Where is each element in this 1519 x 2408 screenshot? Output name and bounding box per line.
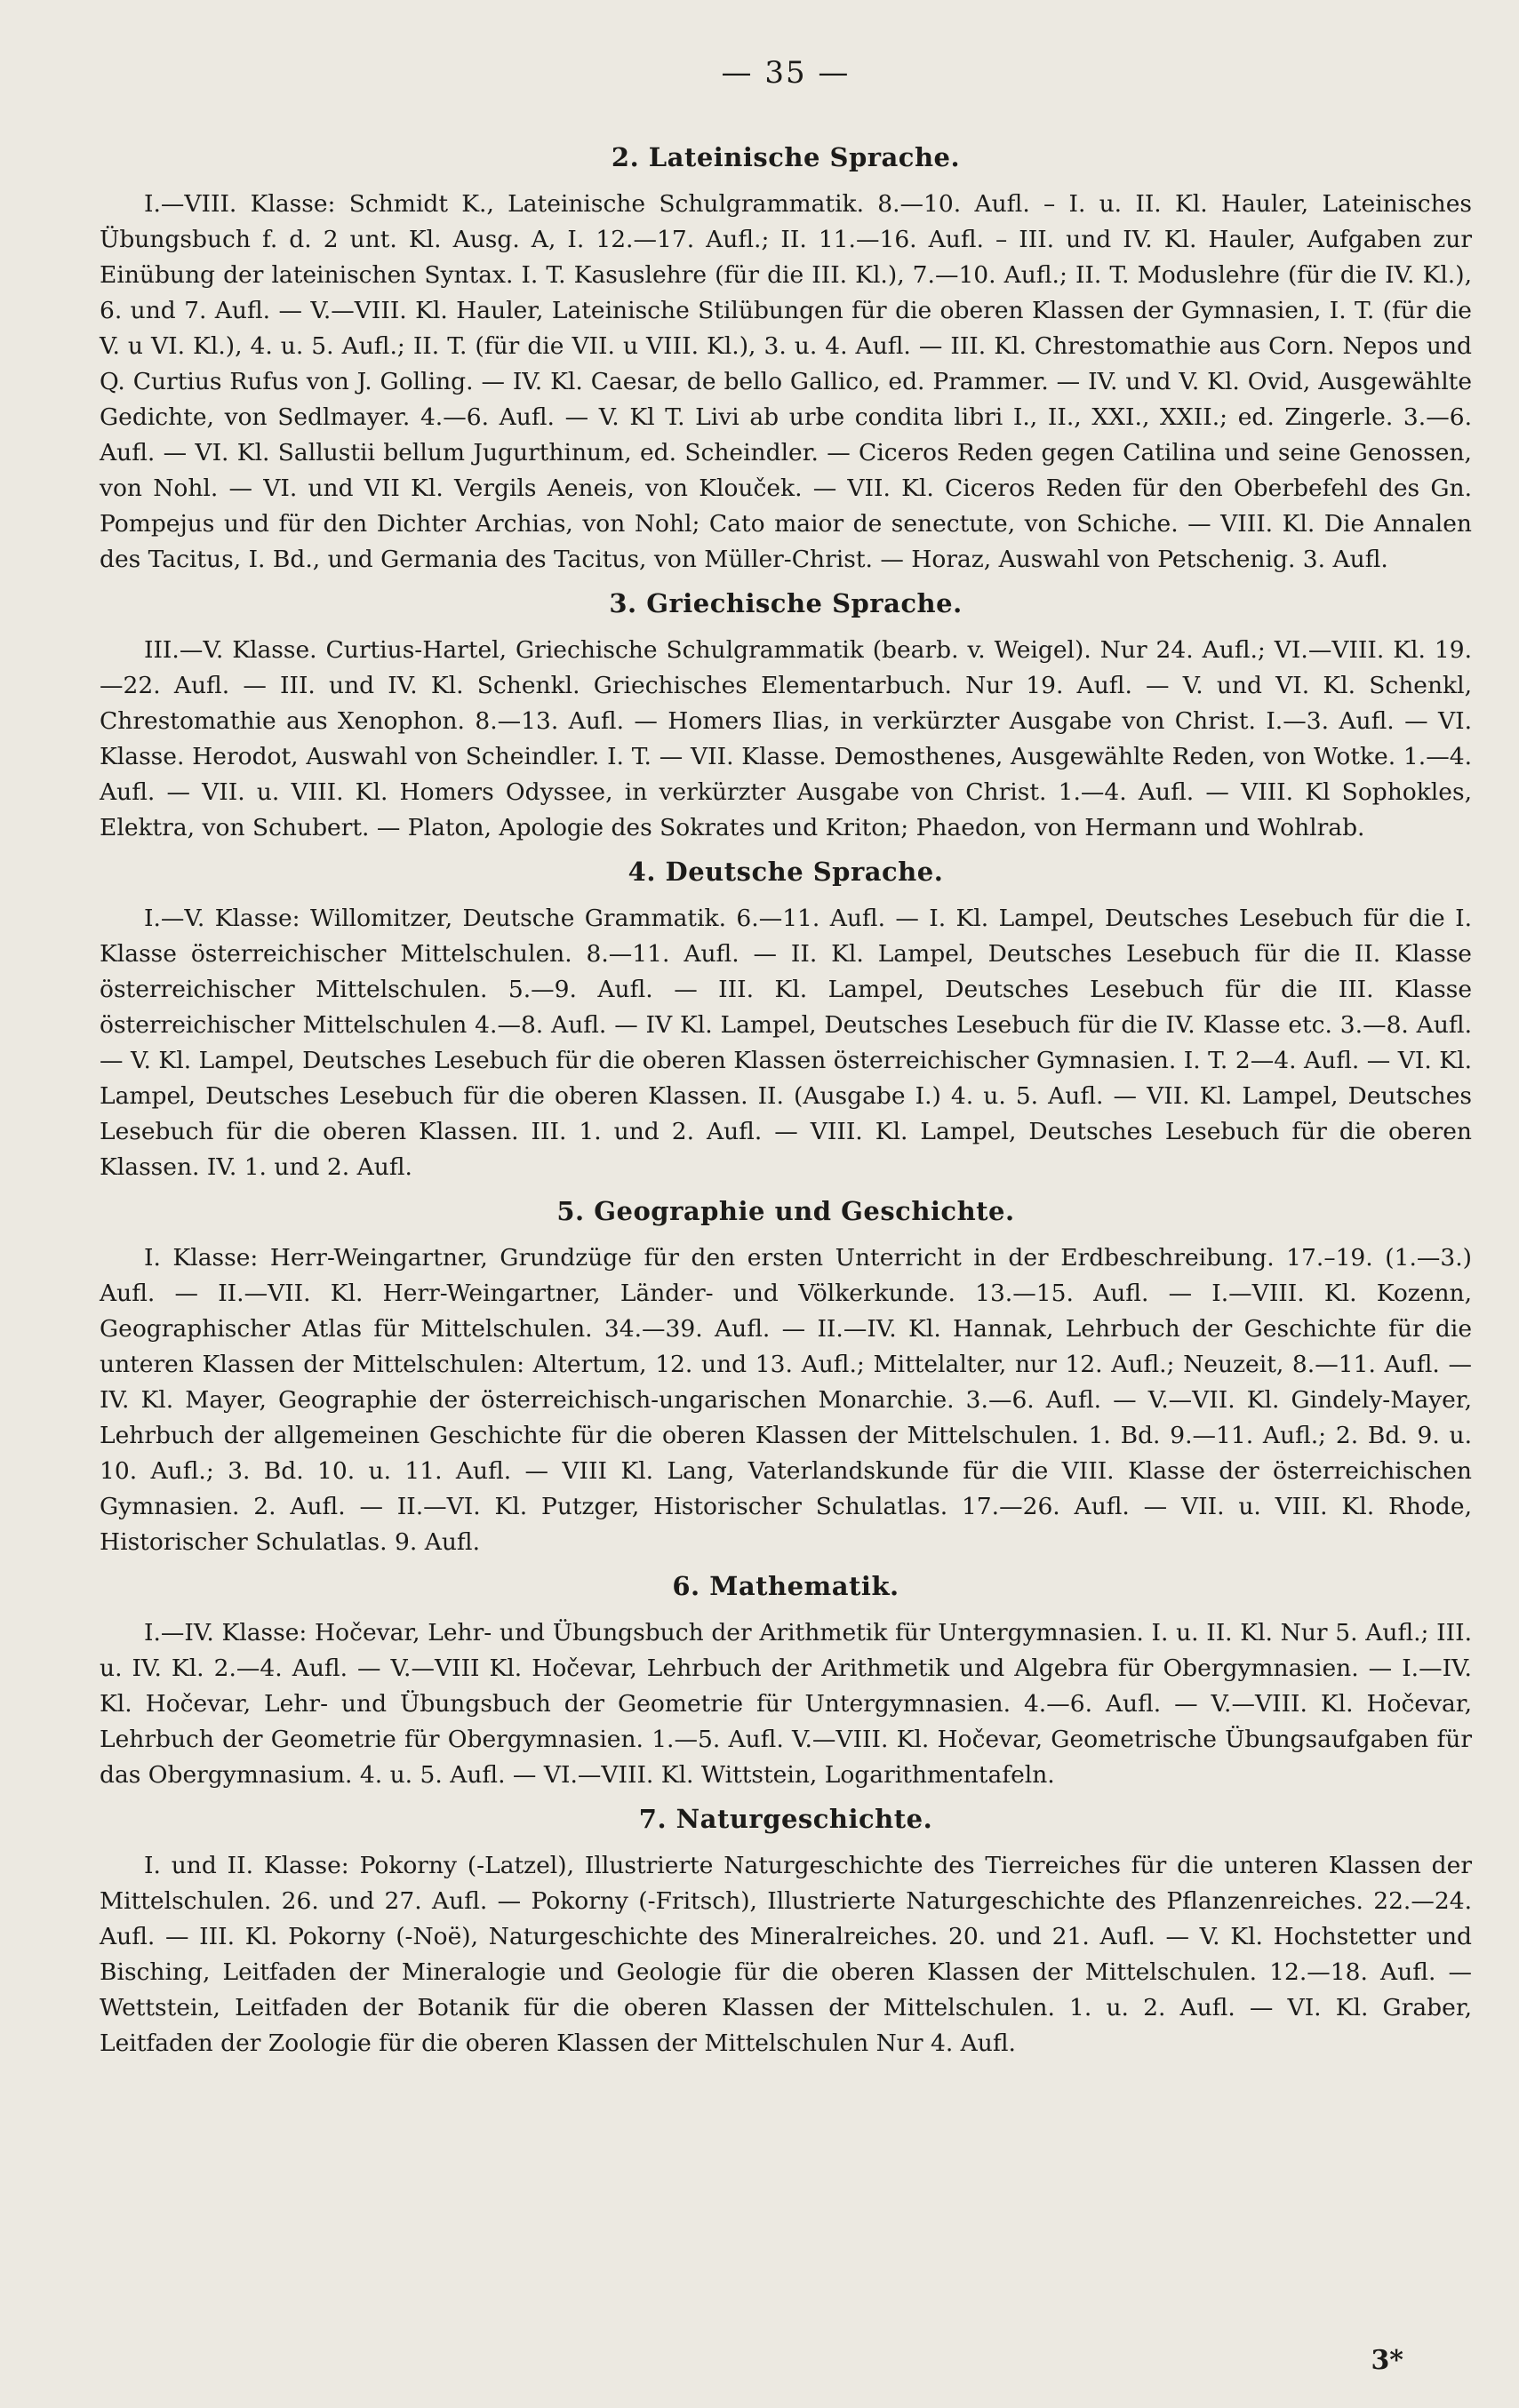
- section-body: I.—VIII. Klasse: Schmidt K., Lateinische Schulgrammatik. 8.—10. Aufl. – I. u. II. Kl. Hauler, Lateinisches Übungsbuch f. d. 2 unt. Kl. Ausg. A, I. 12.—17. Aufl.; II. 11.—16. Aufl. – III. und IV. Kl. Hauler, Aufgaben zur Einübung der lateinischen Syntax. I. T. Kasuslehre (für die III. Kl.), 7.—10. Aufl.; II. T. Moduslehre (für die IV. Kl.), 6. und 7. Aufl. — V.—VIII. Kl. Hauler, Lateinische Stilübungen für die oberen Klassen der Gymnasien, I. T. (für die V. u VI. Kl.), 4. u. 5. Aufl.; II. T. (für die VII. u VIII. Kl.), 3. u. 4. Aufl. — III. Kl. Chrestomathie aus Corn. Nepos und Q. Curtius Rufus von J. Golling. — IV. Kl. Caesar, de bello Gallico, ed. Prammer. — IV. und V. Kl. Ovid, Ausgewählte Gedichte, von Sedlmayer. 4.—6. Aufl. — V. Kl T. Livi ab urbe condita libri I., II., XXI., XXII.; ed. Zingerle. 3.—6. Aufl. — VI. Kl. Sallustii bellum Jugurthinum, ed. Scheindler. — Ciceros Reden gegen Catilina und seine Genossen, von Nohl. — VI. und VII Kl. Vergils Aeneis, von Klouček. — VII. Kl. Ciceros Reden für den Oberbefehl des Gn. Pompejus und für den Dichter Archias, von Nohl; Cato maior de senectute, von Schiche. — VIII. Kl. Die Annalen des Tacitus, I. Bd., und Germania des Tacitus, von Müller-Christ. — Horaz, Auswahl von Petschenig. 3. Aufl.: [100, 190, 1472, 573]
- section-title: 6. Mathematik.: [672, 1571, 899, 1601]
- section-latin: [100, 137, 1472, 578]
- section-body: I.—V. Klasse: Willomitzer, Deutsche Grammatik. 6.—11. Aufl. — I. Kl. Lampel, Deutsches Lesebuch für die I. Klasse österreichischer Mittelschulen. 8.—11. Aufl. — II. Kl. Lampel, Deutsches Lesebuch für die II. Klasse österreichischer Mittelschulen. 5.—9. Aufl. — III. Kl. Lampel, Deutsches Lesebuch für die III. Klasse österreichischer Mittelschulen 4.—8. Aufl. — IV Kl. Lampel, Deutsches Lesebuch für die IV. Klasse etc. 3.—8. Aufl. — V. Kl. Lampel, Deutsches Lesebuch für die oberen Klassen österreichischer Gymnasien. I. T. 2—4. Aufl. — VI. Kl. Lampel, Deutsches Lesebuch für die oberen Klassen. II. (Ausgabe I.) 4. u. 5. Aufl. — VII. Kl. Lampel, Deutsches Lesebuch für die oberen Klassen. III. 1. und 2. Aufl. — VIII. Kl. Lampel, Deutsches Lesebuch für die oberen Klassen. IV. 1. und 2. Aufl.: [100, 905, 1472, 1181]
- section-body: I. und II. Klasse: Pokorny (-Latzel), Illustrierte Naturgeschichte des Tierreiches für die unteren Klassen der Mittelschulen. 26. und 27. Aufl. — Pokorny (-Fritsch), Illustrierte Naturgeschichte des Pflanzenreiches. 22.—24. Aufl. — III. Kl. Pokorny (-Noë), Naturgeschichte des Mineralreiches. 20. und 21. Aufl. — V. Kl. Hochstetter und Bisching, Leitfaden der Mineralogie und Geologie für die oberen Klassen der Mittelschulen. 12.—18. Aufl. — Wettstein, Leitfaden der Botanik für die oberen Klassen der Mittelschulen. 1. u. 2. Aufl. — VI. Kl. Graber, Leitfaden der Zoologie für die oberen Klassen der Mittelschulen Nur 4. Aufl.: [100, 1852, 1472, 2057]
- section-title: 7. Naturgeschichte.: [638, 1804, 933, 1834]
- section-body: III.—V. Klasse. Curtius-Hartel, Griechische Schulgrammatik (bearb. v. Weigel). Nur 24. Aufl.; VI.—VIII. Kl. 19.—22. Aufl. — III. und IV. Kl. Schenkl. Griechisches Elementarbuch. Nur 19. Aufl. — V. und VI. Kl. Schenkl, Chrestomathie aus Xenophon. 8.—13. Aufl. — Homers Ilias, in verkürzter Ausgabe von Christ. I.—3. Aufl. — VI. Klasse. Herodot, Auswahl von Scheindler. I. T. — VII. Klasse. Demosthenes, Ausgewählte Reden, von Wotke. 1.—4. Aufl. — VII. u. VIII. Kl. Homers Odyssee, in verkürzter Ausgabe von Christ. 1.—4. Aufl. — VIII. Kl Sophokles, Elektra, von Schubert. — Platon, Apologie des Sokrates und Kriton; Phaedon, von Hermann und Wohlrab.: [100, 636, 1472, 841]
- section-title: 5. Geographie und Geschichte.: [556, 1196, 1015, 1226]
- section-title: 4. Deutsche Sprache.: [628, 857, 944, 887]
- section-german: [100, 851, 1472, 1185]
- page-number: — 35 —: [721, 55, 851, 91]
- section-natural-history: [100, 1798, 1472, 2061]
- section-body: I.—IV. Klasse: Hočevar, Lehr- und Übungsbuch der Arithmetik für Untergymnasien. I. u. II. Kl. Nur 5. Aufl.; III. u. IV. Kl. 2.—4. Aufl. — V.—VIII Kl. Hočevar, Lehrbuch der Arithmetik und Algebra für Obergymnasien. — I.—IV. Kl. Hočevar, Lehr- und Übungsbuch der Geometrie für Untergymnasien. 4.—6. Aufl. — V.—VIII. Kl. Hočevar, Lehrbuch der Geometrie für Obergymnasien. 1.—5. Aufl. V.—VIII. Kl. Hočevar, Geometrische Übungsaufgaben für das Obergymnasium. 4. u. 5. Aufl. — VI.—VIII. Kl. Wittstein, Logarithmentafeln.: [100, 1619, 1472, 1789]
- section-body: I. Klasse: Herr-Weingartner, Grundzüge für den ersten Unterricht in der Erdbeschreibung. 17.–19. (1.—3.) Aufl. — II.—VII. Kl. Herr-Weingartner, Länder- und Völkerkunde. 13.—15. Aufl. — I.—VIII. Kl. Kozenn, Geographischer Atlas für Mittelschulen. 34.—39. Aufl. — II.—IV. Kl. Hannak, Lehrbuch der Geschichte für die unteren Klassen der Mittelschulen: Altertum, 12. und 13. Aufl.; Mittelalter, nur 12. Aufl.; Neuzeit, 8.—11. Aufl. — IV. Kl. Mayer, Geographie der österreichisch-ungarischen Monarchie. 3.—6. Aufl. — V.—VII. Kl. Gindely-Mayer, Lehrbuch der allgemeinen Geschichte für die oberen Klassen der Mittelschulen. 1. Bd. 9.—11. Aufl.; 2. Bd. 9. u. 10. Aufl.; 3. Bd. 10. u. 11. Aufl. — VIII Kl. Lang, Vaterlandskunde für die VIII. Klasse der österreichischen Gymnasien. 2. Aufl. — II.—VI. Kl. Putzger, Historischer Schulatlas. 17.—26. Aufl. — VII. u. VIII. Kl. Rhode, Historischer Schulatlas. 9. Aufl.: [100, 1244, 1472, 1556]
- signature-mark: 3*: [1371, 2345, 1403, 2376]
- section-geography-history: [100, 1191, 1472, 1560]
- section-greek: [100, 583, 1472, 846]
- section-mathematics: [100, 1566, 1472, 1793]
- section-title: 3. Griechische Sprache.: [609, 588, 963, 618]
- section-title: 2. Lateinische Sprache.: [611, 142, 961, 172]
